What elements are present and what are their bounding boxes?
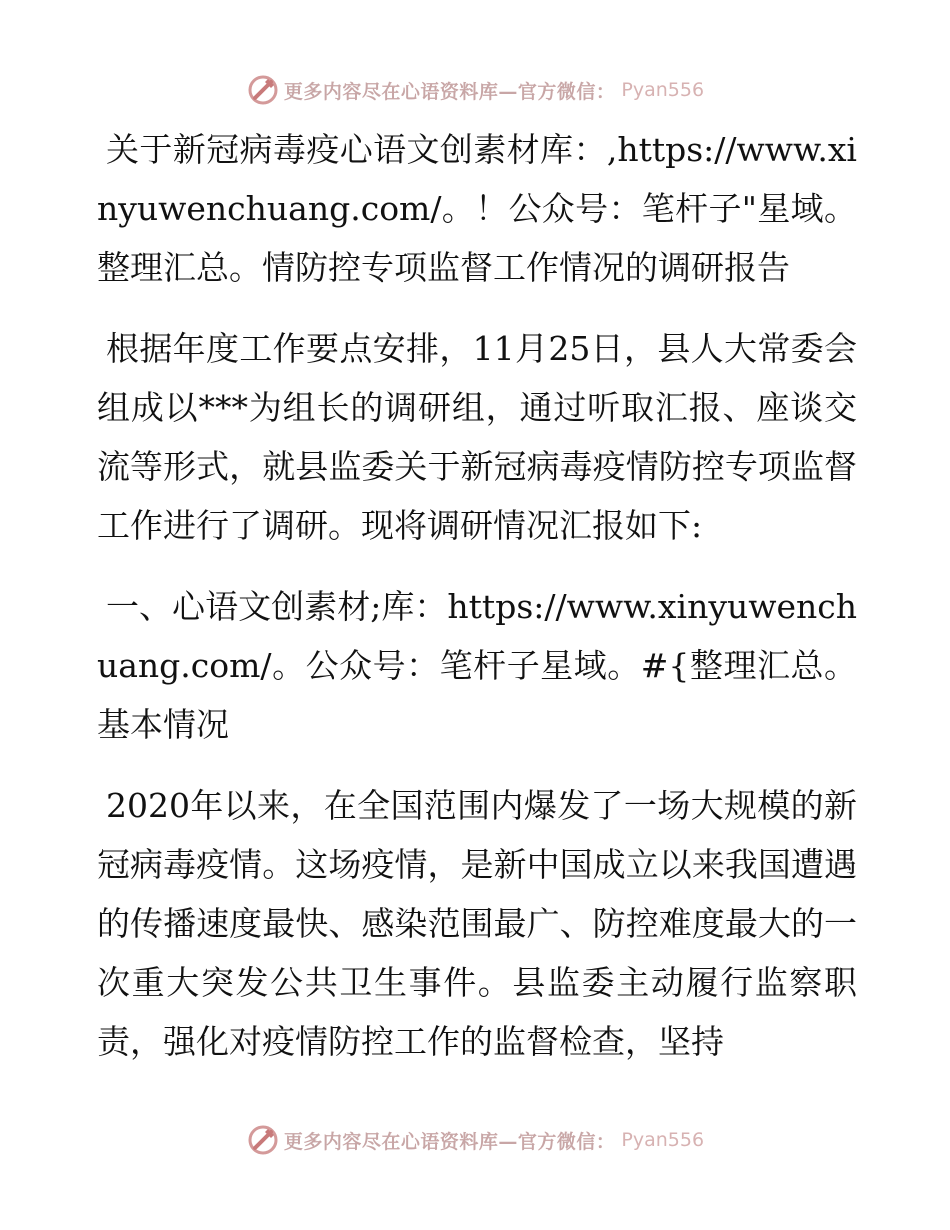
header-banner bbox=[0, 70, 950, 110]
paragraph-background: 2020年以来，在全国范围内爆发了一场大规模的新冠病毒疫情。这场疫情，是新中国成立以来我国遭遇的传播速度最快、感染范围最广、防控难度最大的一次重大突发公共卫生事件。县监委主动履行监察职责，强化对疫情防控工作的监督检查，坚持 bbox=[97, 786, 857, 1061]
paragraph-title: 关于新冠病毒疫心语文创素材库：,https://www.xinyuwenchuang.com/。！公众号：笔杆子"星域。整理汇总。情防控专项监督工作情况的调研报告 bbox=[97, 130, 857, 287]
banner-text: 更多内容尽在心语资料库—官方微信： bbox=[283, 1130, 616, 1153]
document-body bbox=[97, 120, 857, 1093]
paragraph-section-heading: 一、心语文创素材;库：https://www.xinyuwenchuang.com/。公众号：笔杆子星域。#{整理汇总。基本情况 bbox=[97, 587, 857, 744]
banner-wechat-handle: Pyan556 bbox=[621, 79, 705, 101]
banner-text: 更多内容尽在心语资料库—官方微信： bbox=[283, 80, 616, 103]
banner-wechat-handle: Pyan556 bbox=[621, 1129, 705, 1151]
brush-logo-icon bbox=[246, 73, 280, 107]
paragraph-intro: 根据年度工作要点安排，11月25日，县人大常委会组成以***为组长的调研组，通过听取汇报、座谈交流等形式，就县监委关于新冠病毒疫情防控专项监督工作进行了调研。现将调研情况汇报如下: bbox=[97, 329, 857, 545]
footer-banner bbox=[0, 1120, 950, 1160]
brush-logo-icon bbox=[246, 1123, 280, 1157]
